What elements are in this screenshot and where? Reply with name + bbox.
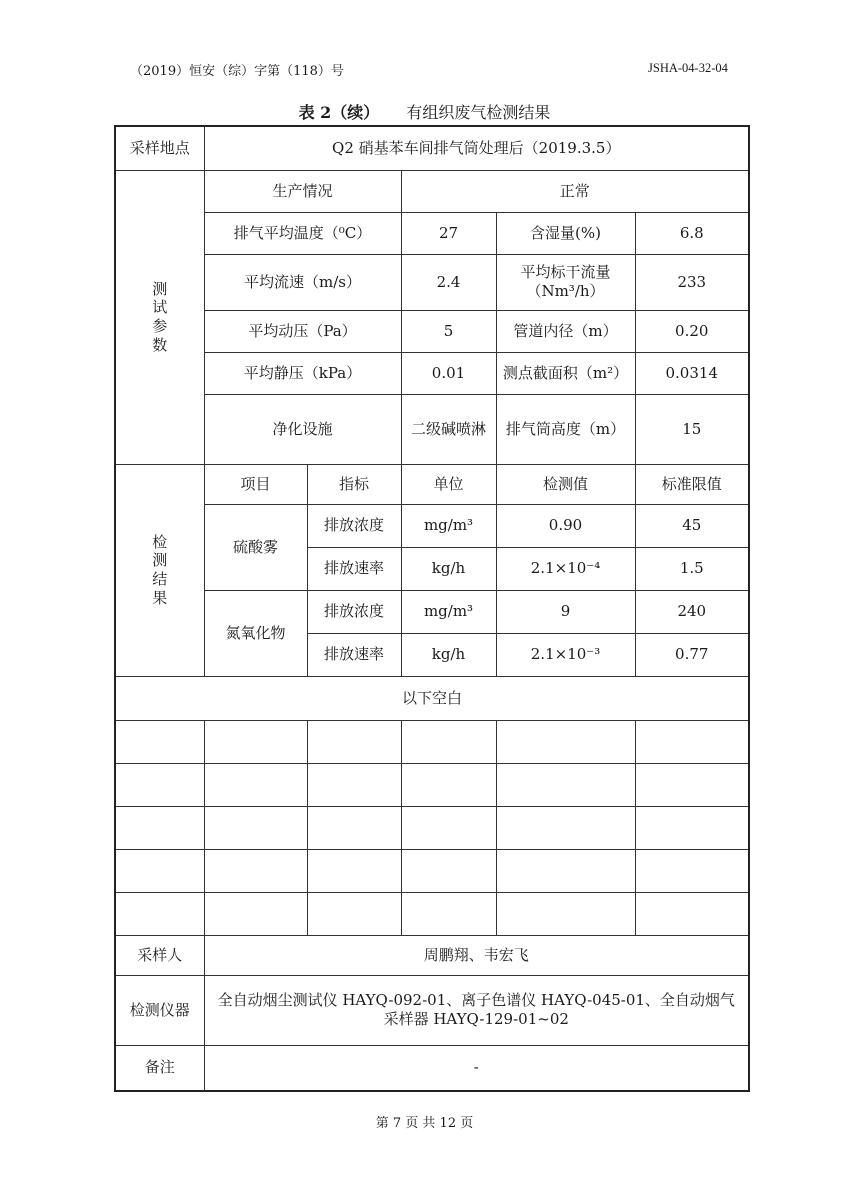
section-area-value: 0.0314 xyxy=(635,352,749,394)
metric-cell: 排放速率 xyxy=(307,547,401,590)
instrument-label: 检测仪器 xyxy=(115,975,204,1045)
test-params-group-label: 测 试 参 数 xyxy=(115,170,204,464)
metric-cell: 排放浓度 xyxy=(307,590,401,633)
header-limit: 标准限值 xyxy=(635,464,749,504)
moisture-label: 含湿量(%) xyxy=(496,212,635,254)
header-item: 项目 xyxy=(204,464,307,504)
table-title: 有组织废气检测结果 xyxy=(406,103,551,122)
value-cell: 9 xyxy=(496,590,635,633)
static-pressure-value: 0.01 xyxy=(401,352,496,394)
dynamic-pressure-row xyxy=(115,310,749,352)
unit-cell: kg/h xyxy=(401,633,496,676)
instrument-row xyxy=(115,975,749,1045)
production-value: 正常 xyxy=(401,170,749,212)
document-number: （2019）恒安（综）字第（118）号 xyxy=(130,64,344,79)
diameter-label: 管道内径（m） xyxy=(496,310,635,352)
purification-label: 净化设施 xyxy=(204,394,401,464)
blank-note: 以下空白 xyxy=(115,676,749,720)
remark-label: 备注 xyxy=(115,1045,204,1091)
moisture-value: 6.8 xyxy=(635,212,749,254)
remark-row xyxy=(115,1045,749,1091)
sampler-row xyxy=(115,935,749,975)
header-value: 检测值 xyxy=(496,464,635,504)
header-unit: 单位 xyxy=(401,464,496,504)
static-pressure-label: 平均静压（kPa） xyxy=(204,352,401,394)
empty-row xyxy=(115,806,749,849)
table-caption xyxy=(0,100,849,123)
dynamic-pressure-value: 5 xyxy=(401,310,496,352)
unit-cell: mg/m³ xyxy=(401,590,496,633)
empty-row xyxy=(115,892,749,935)
flow-value: 233 xyxy=(635,254,749,310)
empty-row xyxy=(115,763,749,806)
limit-cell: 1.5 xyxy=(635,547,749,590)
value-cell: 2.1×10⁻³ xyxy=(496,633,635,676)
unit-cell: kg/h xyxy=(401,547,496,590)
velocity-row xyxy=(115,254,749,310)
empty-row xyxy=(115,720,749,763)
table-row xyxy=(115,504,749,547)
limit-cell: 0.77 xyxy=(635,633,749,676)
flow-label: 平均标干流量（Nm³/h） xyxy=(496,254,635,310)
waste-gas-result-table xyxy=(114,125,750,1092)
value-cell: 0.90 xyxy=(496,504,635,547)
unit-cell: mg/m³ xyxy=(401,504,496,547)
purification-value: 二级碱喷淋 xyxy=(401,394,496,464)
metric-cell: 排放速率 xyxy=(307,633,401,676)
production-label: 生产情况 xyxy=(204,170,401,212)
limit-cell: 45 xyxy=(635,504,749,547)
purification-row xyxy=(115,394,749,464)
header-metric: 指标 xyxy=(307,464,401,504)
temperature-value: 27 xyxy=(401,212,496,254)
blank-note-row xyxy=(115,676,749,720)
sampler-label: 采样人 xyxy=(115,935,204,975)
sampling-site-row xyxy=(115,126,749,170)
item-name: 硫酸雾 xyxy=(204,504,307,590)
sampling-site-value: Q2 硝基苯车间排气筒处理后（2019.3.5） xyxy=(204,126,749,170)
empty-row xyxy=(115,849,749,892)
velocity-label: 平均流速（m/s） xyxy=(204,254,401,310)
velocity-value: 2.4 xyxy=(401,254,496,310)
item-name: 氮氧化物 xyxy=(204,590,307,676)
temperature-row xyxy=(115,212,749,254)
document-code: JSHA-04-32-04 xyxy=(648,61,728,75)
section-area-label: 测点截面积（m²） xyxy=(496,352,635,394)
table-number: 表 2（续） xyxy=(298,103,380,122)
static-pressure-row xyxy=(115,352,749,394)
results-header-row xyxy=(115,464,749,504)
results-group-label: 检 测 结 果 xyxy=(115,464,204,676)
stack-height-value: 15 xyxy=(635,394,749,464)
limit-cell: 240 xyxy=(635,590,749,633)
value-cell: 2.1×10⁻⁴ xyxy=(496,547,635,590)
table-row xyxy=(115,590,749,633)
instrument-value: 全自动烟尘测试仪 HAYQ-092-01、离子色谱仪 HAYQ-045-01、全自动烟气采样器 HAYQ-129-01~02 xyxy=(204,975,749,1045)
diameter-value: 0.20 xyxy=(635,310,749,352)
temperature-label: 排气平均温度（⁰C） xyxy=(204,212,401,254)
sampler-value: 周鹏翔、韦宏飞 xyxy=(204,935,749,975)
metric-cell: 排放浓度 xyxy=(307,504,401,547)
sampling-site-label: 采样地点 xyxy=(115,126,204,170)
production-row xyxy=(115,170,749,212)
remark-value: - xyxy=(204,1045,749,1091)
stack-height-label: 排气筒高度（m） xyxy=(496,394,635,464)
dynamic-pressure-label: 平均动压（Pa） xyxy=(204,310,401,352)
page-number: 第 7 页 共 12 页 xyxy=(375,1116,474,1131)
